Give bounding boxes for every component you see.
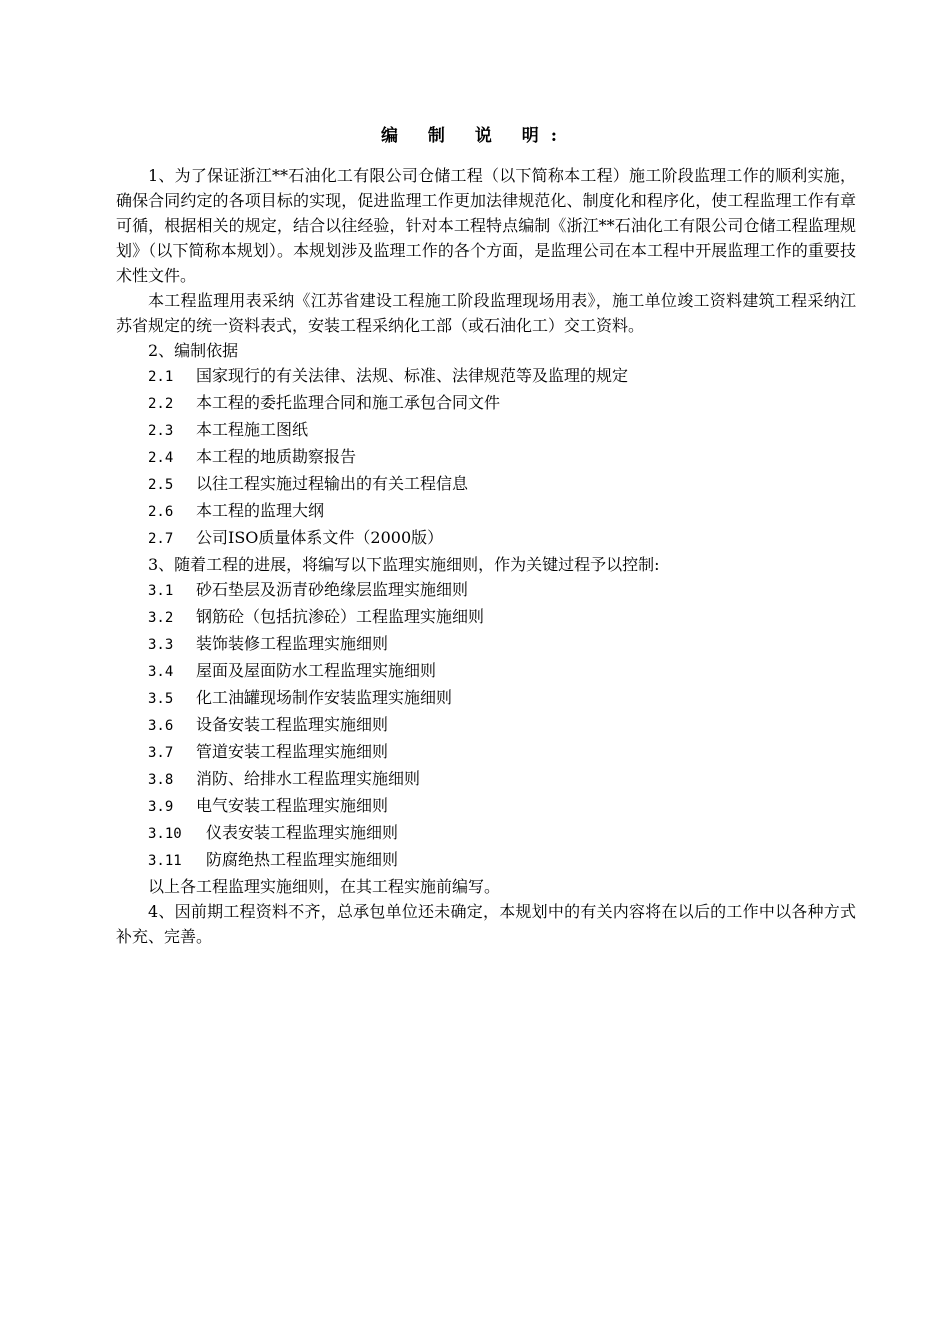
- item-number: 2.6: [148, 504, 174, 520]
- item-text: 砂石垫层及沥青砂绝缘层监理实施细则: [196, 580, 469, 599]
- list-item: [116, 498, 856, 525]
- list-item: [116, 685, 856, 712]
- item-number: 3.1: [148, 583, 174, 599]
- item-number: 3.7: [148, 745, 174, 761]
- list-item: [116, 820, 856, 847]
- item-text: 国家现行的有关法律、法规、标准、法律规范等及监理的规定: [196, 366, 629, 385]
- item-text: 以往工程实施过程输出的有关工程信息: [196, 474, 469, 493]
- item-text: 装饰装修工程监理实施细则: [196, 634, 389, 653]
- item-number: 3.9: [148, 799, 174, 815]
- basis-list: [116, 363, 856, 552]
- section-2-heading: 2、编制依据: [148, 341, 239, 360]
- item-number: 3.3: [148, 637, 174, 653]
- item-number: 3.2: [148, 610, 174, 626]
- section-3-footer: 以上各工程监理实施细则，在其工程实施前编写。: [148, 877, 501, 896]
- list-item: [116, 793, 856, 820]
- list-item: [116, 658, 856, 685]
- item-text: 本工程的监理大纲: [196, 501, 325, 520]
- item-number: 3.8: [148, 772, 174, 788]
- list-item: [116, 471, 856, 498]
- item-number: 2.2: [148, 396, 174, 412]
- item-number: 2.4: [148, 450, 174, 466]
- item-number: 3.4: [148, 664, 174, 680]
- item-text: 钢筋砼（包括抗渗砼）工程监理实施细则: [196, 607, 485, 626]
- item-number: 3.10: [148, 826, 182, 842]
- item-text: 本工程的委托监理合同和施工承包合同文件: [196, 393, 501, 412]
- item-text: 防腐绝热工程监理实施细则: [206, 850, 399, 869]
- item-text: 本工程的地质勘察报告: [196, 447, 357, 466]
- item-text: 本工程施工图纸: [196, 420, 309, 439]
- item-number: 2.3: [148, 423, 174, 439]
- item-number: 3.6: [148, 718, 174, 734]
- paragraph-forms: 本工程监理用表采纳《江苏省建设工程施工阶段监理现场用表》，施工单位竣工资料建筑工程采纳江苏省规定的统一资料表式，安装工程采纳化工部（或石油化工）交工资料。: [116, 291, 856, 335]
- list-item: [116, 363, 856, 390]
- list-item: [116, 417, 856, 444]
- item-number: 2.7: [148, 531, 174, 547]
- list-item: [116, 712, 856, 739]
- item-text: 管道安装工程监理实施细则: [196, 742, 389, 761]
- list-item: [116, 604, 856, 631]
- item-text: 化工油罐现场制作安装监理实施细则: [196, 688, 453, 707]
- list-item: [116, 847, 856, 874]
- section-3-heading: 3、随着工程的进展，将编写以下监理实施细则，作为关键过程予以控制:: [148, 555, 660, 574]
- document-body: [116, 163, 856, 949]
- item-text: 仪表安装工程监理实施细则: [206, 823, 399, 842]
- item-text: 公司ISO质量体系文件（2000版）: [196, 528, 444, 547]
- list-item: [116, 766, 856, 793]
- item-text: 消防、给排水工程监理实施细则: [196, 769, 421, 788]
- list-item: [116, 390, 856, 417]
- list-item: [116, 739, 856, 766]
- paragraph-4: 4、因前期工程资料不齐，总承包单位还未确定，本规划中的有关内容将在以后的工作中以各种方式补充、完善。: [116, 902, 856, 946]
- page-title: 编 制 说 明:: [380, 126, 570, 146]
- item-text: 屋面及屋面防水工程监理实施细则: [196, 661, 437, 680]
- list-item: [116, 444, 856, 471]
- item-text: 电气安装工程监理实施细则: [196, 796, 389, 815]
- list-item: [116, 631, 856, 658]
- item-number: 2.5: [148, 477, 174, 493]
- paragraph-1: 1、为了保证浙江**石油化工有限公司仓储工程（以下简称本工程）施工阶段监理工作的顺利实施，确保合同约定的各项目标的实现，促进监理工作更加法律规范化、制度化和程序化，使工程监理工作有章可循，根据相关的规定，结合以往经验，针对本工程特点编制《浙江**石油化工有限公司仓储工程监理规划》（以下简称本规划）。本规划涉及监理工作的各个方面，是监理公司在本工程中开展监理工作的重要技术性文件。: [116, 166, 856, 285]
- item-number: 2.1: [148, 369, 174, 385]
- item-number: 3.11: [148, 853, 182, 869]
- detail-list: [116, 577, 856, 874]
- list-item: [116, 525, 856, 552]
- item-number: 3.5: [148, 691, 174, 707]
- item-text: 设备安装工程监理实施细则: [196, 715, 389, 734]
- list-item: [116, 577, 856, 604]
